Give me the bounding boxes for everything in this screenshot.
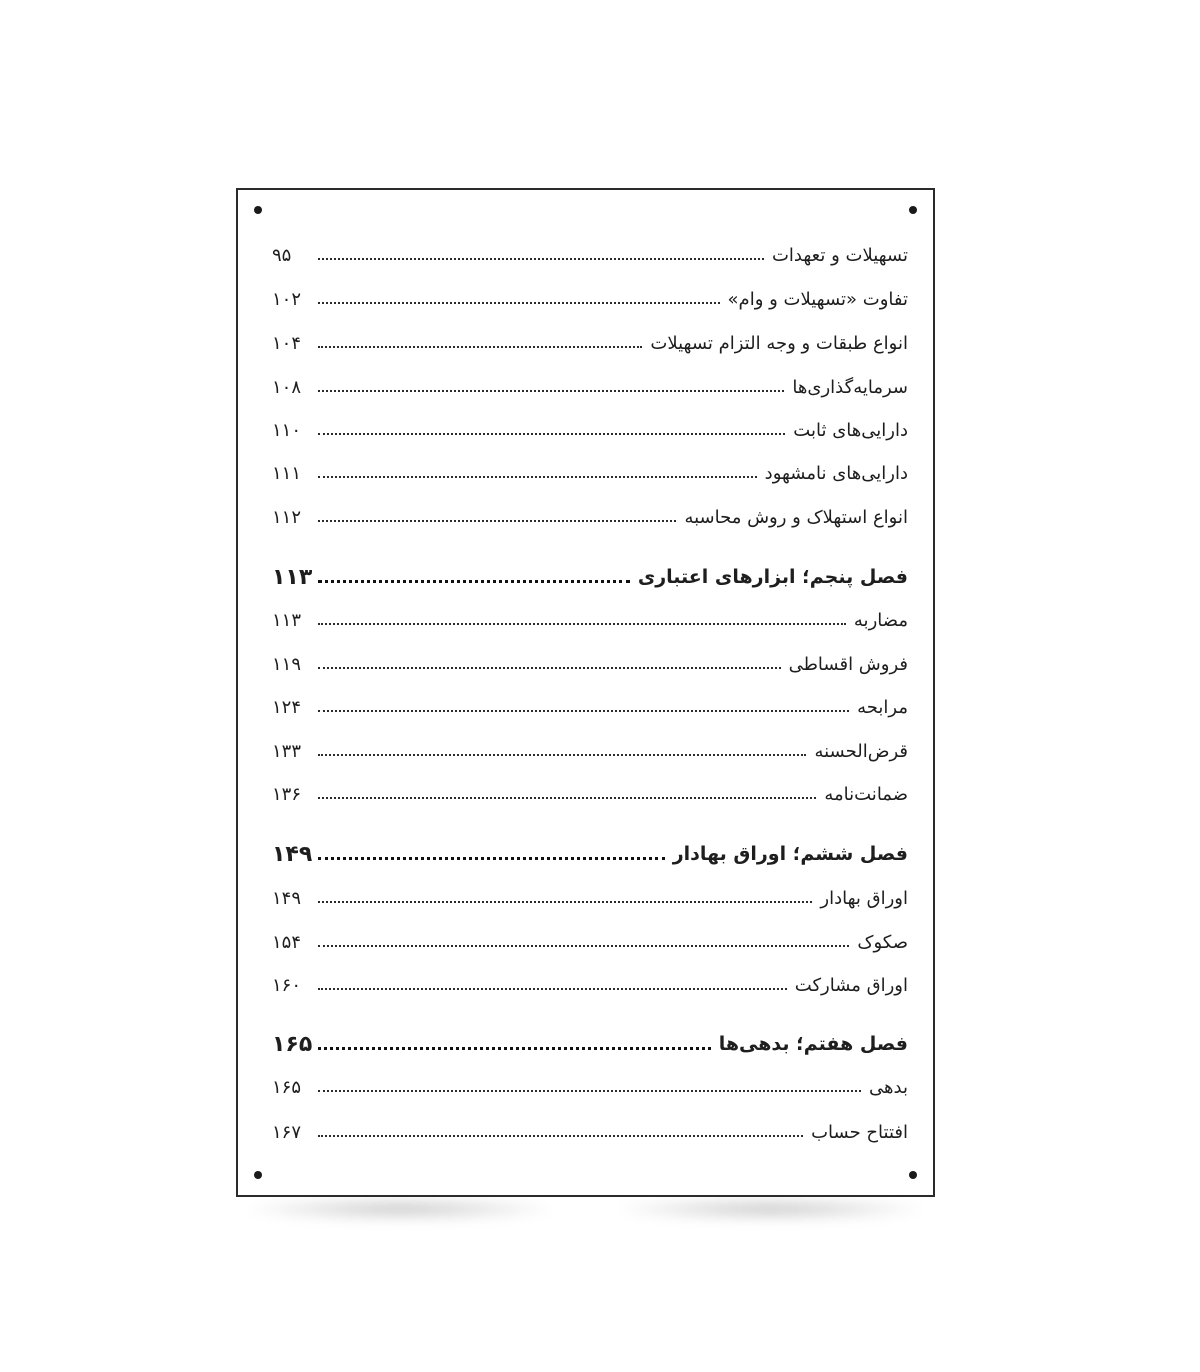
toc-entry-title: تسهیلات و تعهدات <box>771 244 908 266</box>
toc-entry <box>272 328 908 358</box>
dot-leader <box>318 797 816 799</box>
toc-entry <box>272 692 908 722</box>
toc-entry-title: اوراق بهادار <box>820 887 908 909</box>
toc-entry <box>272 883 908 913</box>
corner-dot-top-left <box>254 206 262 214</box>
toc-entry-title: بدهی <box>869 1076 908 1098</box>
corner-dot-bottom-right <box>909 1171 917 1179</box>
toc-entry-page: ۱۳۳ <box>272 740 302 762</box>
dot-leader <box>318 476 757 478</box>
toc-entry <box>272 240 908 270</box>
toc-chapter-heading <box>272 562 908 592</box>
toc-entry <box>272 927 908 957</box>
dot-leader <box>318 346 642 348</box>
toc-entry-page: ۱۱۳ <box>272 609 302 631</box>
toc-entry-title: اوراق مشارکت <box>794 974 908 996</box>
toc-entry-page: ۱۰۴ <box>272 332 302 354</box>
toc-entry-title: مضاربه <box>853 609 908 631</box>
toc-entry-title: سرمایه‌گذاری‌ها <box>792 376 908 398</box>
toc-entry-page: ۱۶۷ <box>272 1121 302 1143</box>
toc-entry-page: ۱۰۲ <box>272 288 302 310</box>
toc-entry-page: ۱۱۹ <box>272 653 302 675</box>
corner-dot-bottom-left <box>254 1171 262 1179</box>
toc-entry <box>272 649 908 679</box>
toc-entry <box>272 779 908 809</box>
toc-entry-page: ۹۵ <box>272 244 292 266</box>
toc-entry <box>272 1117 908 1147</box>
toc-entry <box>272 605 908 635</box>
toc-entry <box>272 372 908 402</box>
toc-entry-title: دارایی‌های نامشهود <box>764 462 908 484</box>
toc-entry <box>272 1072 908 1102</box>
dot-leader <box>318 901 812 903</box>
dot-leader <box>318 945 849 947</box>
page-shadow-right <box>620 1198 920 1220</box>
toc-entry-title: فصل پنجم؛ ابزارهای اعتباری <box>637 566 908 588</box>
corner-dot-top-right <box>909 206 917 214</box>
dot-leader <box>318 1047 710 1050</box>
dot-leader <box>318 258 764 260</box>
toc-entry-page: ۱۱۲ <box>272 506 302 528</box>
toc-entry-page: ۱۶۵ <box>272 1076 302 1098</box>
toc-entry-page: ۱۶۰ <box>272 974 302 996</box>
toc-entry-page: ۱۶۵ <box>272 1031 313 1057</box>
toc-entry-page: ۱۳۶ <box>272 783 302 805</box>
dot-leader <box>318 857 664 860</box>
toc-entry-page: ۱۰۸ <box>272 376 302 398</box>
dot-leader <box>318 623 846 625</box>
toc-entry-page: ۱۴۹ <box>272 887 302 909</box>
dot-leader <box>318 580 630 583</box>
dot-leader <box>318 710 849 712</box>
toc-entry-title: انواع استهلاک و روش محاسبه <box>684 506 908 528</box>
dot-leader <box>318 988 787 990</box>
toc-entry-page: ۱۲۴ <box>272 696 302 718</box>
dot-leader <box>318 390 784 392</box>
toc-entry-title: افتتاح حساب <box>811 1121 908 1143</box>
toc-entry <box>272 284 908 314</box>
toc-entry-page: ۱۵۴ <box>272 931 302 953</box>
page-shadow-left <box>250 1198 550 1220</box>
toc-entry <box>272 736 908 766</box>
toc-entry-title: فصل ششم؛ اوراق بهادار <box>672 843 908 865</box>
toc-entry-page: ۱۱۳ <box>272 564 313 590</box>
toc-entry-title: تفاوت «تسهیلات و وام» <box>727 288 908 310</box>
toc-entry-title: دارایی‌های ثابت <box>793 419 908 441</box>
toc-entry-title: ضمانت‌نامه <box>824 783 908 805</box>
toc-entry-title: فصل هفتم؛ بدهی‌ها <box>718 1033 908 1055</box>
toc-entry-title: صکوک <box>857 931 908 953</box>
toc-entry-title: مرابحه <box>857 696 908 718</box>
dot-leader <box>318 667 781 669</box>
toc-entry <box>272 415 908 445</box>
toc-entry-page: ۱۱۱ <box>272 462 302 484</box>
dot-leader <box>318 1090 861 1092</box>
toc-entry-page: ۱۴۹ <box>272 841 313 867</box>
toc-entry-title: قرض‌الحسنه <box>814 740 908 762</box>
toc-entry <box>272 502 908 532</box>
dot-leader <box>318 520 676 522</box>
dot-leader <box>318 433 785 435</box>
toc-entry <box>272 970 908 1000</box>
toc-entry <box>272 458 908 488</box>
dot-leader <box>318 754 806 756</box>
toc-entry-title: فروش اقساطی <box>788 653 908 675</box>
toc-entry-page: ۱۱۰ <box>272 419 302 441</box>
dot-leader <box>318 302 720 304</box>
toc-chapter-heading <box>272 1029 908 1059</box>
dot-leader <box>318 1135 803 1137</box>
toc-page-frame <box>236 188 935 1197</box>
toc-chapter-heading <box>272 839 908 869</box>
toc-entry-title: انواع طبقات و وجه التزام تسهیلات <box>650 332 908 354</box>
